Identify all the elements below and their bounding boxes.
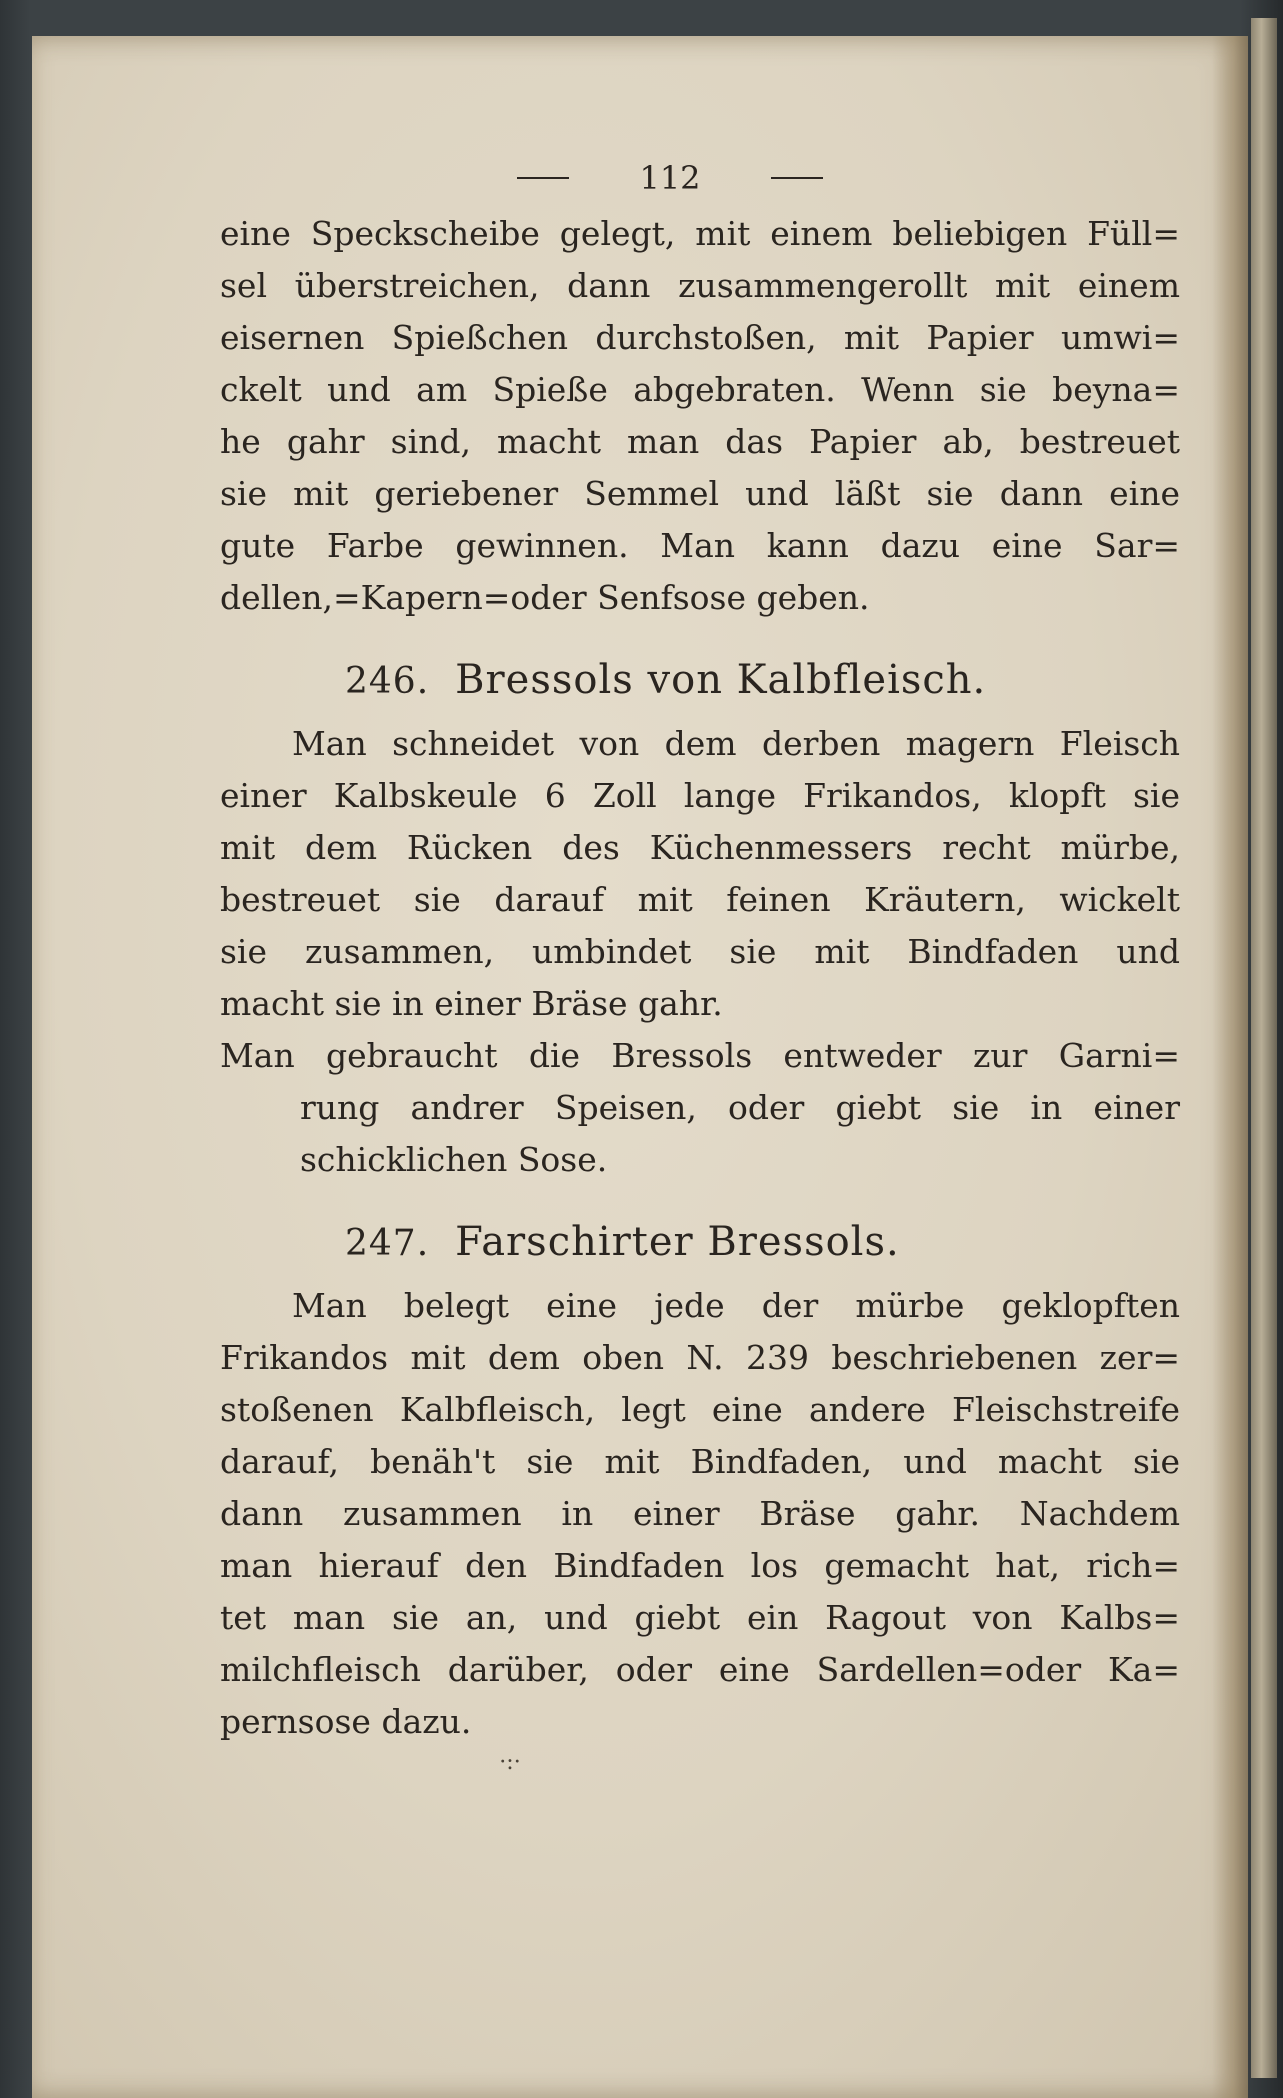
text-line: schicklichen Sose. bbox=[300, 1140, 608, 1179]
recipe-number: 246. bbox=[345, 661, 430, 702]
text-line: stoßenen Kalbfleisch, legt eine andere Fleischstreife bbox=[220, 1390, 1180, 1429]
continuation-paragraph bbox=[220, 208, 1180, 624]
page-header bbox=[220, 150, 1180, 206]
text-line: man hierauf den Bindfaden los gemacht hat, rich= bbox=[220, 1546, 1180, 1585]
recipe-title bbox=[220, 650, 1180, 712]
recipe-note bbox=[220, 1030, 1180, 1186]
recipe-paragraph bbox=[220, 1280, 1180, 1748]
text-line: mit dem Rücken des Küchenmessers recht mürbe, bbox=[220, 828, 1180, 867]
book-spine-edge bbox=[1251, 18, 1277, 2078]
text-line: sie zusammen, umbindet sie mit Bindfaden und bbox=[220, 932, 1180, 971]
text-line: sie mit geriebener Semmel und läßt sie dann eine bbox=[220, 474, 1180, 513]
recipe-title bbox=[220, 1212, 1180, 1274]
text-line: ckelt und am Spieße abgebraten. Wenn sie beyna= bbox=[220, 370, 1180, 409]
text-line: Frikandos mit dem oben N. 239 beschriebenen zer= bbox=[220, 1338, 1180, 1377]
text-line: Man belegt eine jede der mürbe geklopften bbox=[292, 1286, 1180, 1325]
recipe-247 bbox=[220, 1212, 1180, 1778]
text-line: Man gebraucht die Bressols entweder zur Garni= bbox=[220, 1036, 1180, 1075]
page-number: 112 bbox=[639, 159, 701, 197]
text-line: eisernen Spießchen durchstoßen, mit Papier umwi= bbox=[220, 318, 1180, 357]
text-line: eine Speckscheibe gelegt, mit einem beliebigen Füll= bbox=[220, 214, 1180, 253]
text-line: milchfleisch darüber, oder eine Sardellen=oder Ka= bbox=[220, 1650, 1180, 1689]
text-line: dann zusammen in einer Bräse gahr. Nachdem bbox=[220, 1494, 1180, 1533]
recipe-name: Bressols von Kalbfleisch. bbox=[455, 657, 987, 703]
text-line: rung andrer Speisen, oder giebt sie in einer bbox=[300, 1088, 1180, 1127]
text-line: pernsose dazu. bbox=[220, 1702, 472, 1741]
text-line: tet man sie an, und giebt ein Ragout von Kalbs= bbox=[220, 1598, 1180, 1637]
text-line: sel überstreichen, dann zusammengerollt mit einem bbox=[220, 266, 1180, 305]
text-line: einer Kalbskeule 6 Zoll lange Frikandos, klopft sie bbox=[220, 776, 1180, 815]
end-ornament: ·:· bbox=[499, 1750, 521, 1775]
recipe-number: 247. bbox=[345, 1223, 430, 1264]
header-rule-left bbox=[517, 177, 569, 179]
header-rule-right bbox=[771, 177, 823, 179]
text-line: macht sie in einer Bräse gahr. bbox=[220, 984, 723, 1023]
text-line: dellen,=Kapern=oder Senfsose geben. bbox=[220, 578, 870, 617]
text-line: Man schneidet von dem derben magern Fleisch bbox=[292, 724, 1180, 763]
recipe-name: Farschirter Bressols. bbox=[455, 1219, 900, 1265]
recipe-paragraph bbox=[220, 718, 1180, 1030]
text-line: bestreuet sie darauf mit feinen Kräutern, wickelt bbox=[220, 880, 1180, 919]
page-shadow bbox=[1212, 36, 1248, 2098]
text-line: gute Farbe gewinnen. Man kann dazu eine Sar= bbox=[220, 526, 1180, 565]
page-text bbox=[220, 150, 1180, 1778]
text-line: he gahr sind, macht man das Papier ab, bestreuet bbox=[220, 422, 1180, 461]
text-line: darauf, benäh't sie mit Bindfaden, und macht sie bbox=[220, 1442, 1180, 1481]
recipe-246 bbox=[220, 650, 1180, 1186]
